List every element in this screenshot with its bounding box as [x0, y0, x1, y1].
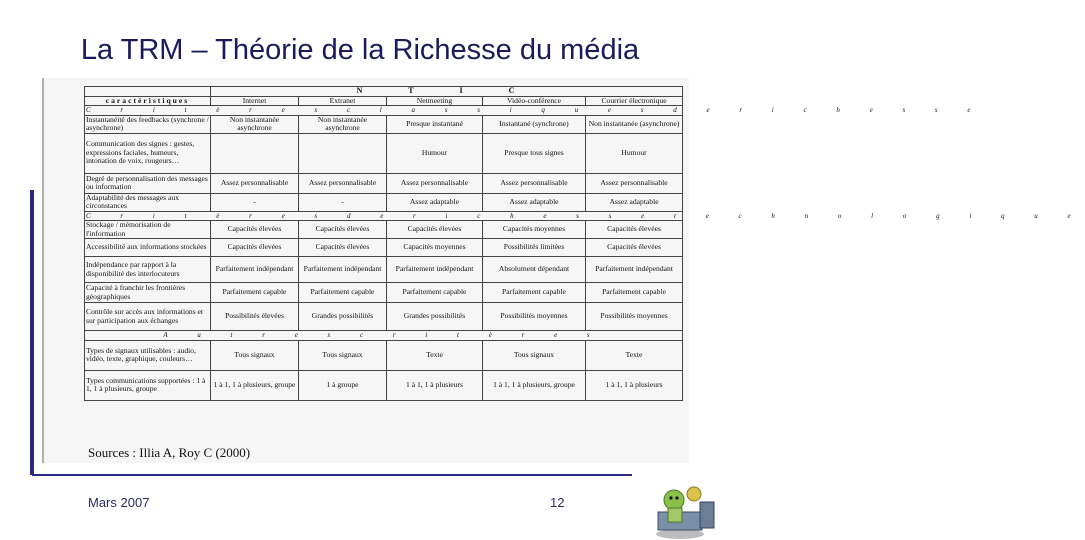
value-cell: Assez adaptable	[483, 193, 586, 211]
decorative-bottom-line	[32, 474, 632, 476]
value-cell: 1 à 1, 1 à plusieurs, groupe	[211, 370, 299, 400]
value-cell: Capacités élevées	[299, 239, 387, 257]
table-row	[85, 340, 683, 370]
criterion-cell: Types communications supportées : 1 à 1, 1 à plusieurs, groupe	[85, 370, 211, 400]
criterion-cell: Instantanéité des feedbacks (synchrone / asynchrone)	[86, 114, 209, 132]
value-cell: Parfaitement capable	[211, 283, 299, 303]
value-cell: Assez personnalisable	[387, 173, 483, 193]
value-cell: Parfaitement indépendant	[299, 257, 387, 283]
table-row	[85, 221, 683, 239]
value-cell: Tous signaux	[483, 340, 586, 370]
value-cell: Absolument dépendant	[483, 257, 586, 283]
value-cell: Possibilités moyennes	[586, 303, 683, 331]
value-cell: Capacités moyennes	[483, 221, 586, 239]
table-row	[85, 115, 683, 133]
source-citation: Sources : Illia A, Roy C (2000)	[88, 445, 251, 460]
value-cell: 1 à groupe	[299, 370, 387, 400]
header-cell: Internet	[211, 96, 299, 106]
value-cell: Parfaitement indépendant	[387, 257, 483, 283]
value-cell: Instantané (synchrone)	[483, 115, 586, 133]
decorative-left-bar	[30, 190, 34, 475]
header-cell: Extranet	[299, 96, 387, 106]
value-cell: Assez personnalisable	[211, 173, 299, 193]
criterion-cell: Communication des signes : gestes, expressions faciales, humeurs, intonation de voix, rougeurs…	[85, 133, 211, 173]
section-tech-criteria: C r i t è r e s d e r i c h e s s e t e c h n o l o g i q u e	[86, 211, 1085, 220]
value-cell: Assez adaptable	[387, 193, 483, 211]
section-tech-criteria-row	[85, 211, 683, 221]
value-cell: Assez personnalisable	[483, 173, 586, 193]
header-cell: Vidéo-conférence	[483, 96, 586, 106]
value-cell: Possibilités élevées	[211, 303, 299, 331]
table-row	[85, 283, 683, 303]
value-cell: Texte	[586, 340, 683, 370]
criterion-cell: Indépendance par rapport à la disponibilité des interlocuteurs	[85, 257, 211, 283]
footer-date: Mars 2007	[88, 495, 150, 510]
value-cell: Non instantanée asynchrone	[211, 115, 299, 133]
header-cell-caracteristiques: caractéristiques	[85, 96, 211, 106]
table-row	[85, 173, 683, 193]
value-cell: Non instantanée (asynchrone)	[586, 115, 683, 133]
value-cell: Capacités élevées	[211, 221, 299, 239]
value-cell: Humour	[586, 133, 683, 173]
clip-art-figure-icon	[650, 478, 720, 540]
section-other-criteria-row	[85, 331, 683, 341]
value-cell: Texte	[387, 340, 483, 370]
criterion-cell: Degré de personnalisation des messages ou information	[85, 173, 211, 193]
value-cell: Possibilités limitées	[483, 239, 586, 257]
section-classic-criteria: C r i t è r e s c l a s s i q u e s d e r i c h e s s e	[86, 106, 985, 114]
value-cell: Capacités moyennes	[387, 239, 483, 257]
value-cell: 1 à 1, 1 à plusieurs	[586, 370, 683, 400]
header-cell: Netmeeting	[387, 96, 483, 106]
slide-title: La TRM – Théorie de la Richesse du média	[80, 34, 640, 66]
value-cell	[299, 133, 387, 173]
value-cell: Parfaitement indépendant	[211, 257, 299, 283]
criterion-cell: Stockage / mémorisation de l'information	[85, 221, 211, 239]
criterion-cell: Contrôle sur accès aux informations et sur participation aux échanges	[85, 303, 211, 331]
criterion-cell: Types de signaux utilisables : audio, vidéo, texte, graphique, couleurs…	[85, 340, 211, 370]
ntic-header-row	[85, 87, 683, 97]
value-cell: Presque instantané	[387, 115, 483, 133]
value-cell: Capacités élevées	[299, 221, 387, 239]
value-cell: Parfaitement capable	[483, 283, 586, 303]
value-cell: Grandes possibilités	[299, 303, 387, 331]
criterion-cell: Adaptabilité des messages aux circonstances	[85, 193, 211, 211]
value-cell: Grandes possibilités	[387, 303, 483, 331]
value-cell: -	[299, 193, 387, 211]
criterion-cell: Capacité à franchir les frontières géographiques	[85, 283, 211, 303]
trm-table	[84, 86, 1085, 401]
value-cell: Parfaitement capable	[387, 283, 483, 303]
value-cell: Capacités élevées	[586, 239, 683, 257]
value-cell: Assez personnalisable	[299, 173, 387, 193]
value-cell: Assez adaptable	[586, 193, 683, 211]
value-cell: Presque tous signes	[483, 133, 586, 173]
value-cell: Possibilités moyennes	[483, 303, 586, 331]
value-cell: Humour	[387, 133, 483, 173]
value-cell: Parfaitement capable	[299, 283, 387, 303]
value-cell: Tous signaux	[211, 340, 299, 370]
value-cell: Capacités élevées	[387, 221, 483, 239]
table-row	[85, 303, 683, 331]
value-cell: Parfaitement indépendant	[586, 257, 683, 283]
ntic-label: N T I C	[211, 87, 683, 97]
header-cell: Courrier électronique	[586, 96, 683, 106]
table-row	[85, 133, 683, 173]
table-header-row	[85, 96, 683, 106]
table-row	[85, 193, 683, 211]
blank-cell	[85, 87, 211, 97]
table-row	[85, 370, 683, 400]
value-cell: Assez personnalisable	[586, 173, 683, 193]
value-cell: Tous signaux	[299, 340, 387, 370]
value-cell: Non instantanée asynchrone	[299, 115, 387, 133]
value-cell: Parfaitement capable	[586, 283, 683, 303]
page-number: 12	[550, 495, 565, 510]
criterion-cell: Accessibilité aux informations stockées	[85, 239, 211, 257]
scanned-table-image	[42, 78, 1085, 463]
value-cell: 1 à 1, 1 à plusieurs	[387, 370, 483, 400]
table-row	[85, 257, 683, 283]
section-classic-criteria-row	[85, 106, 683, 116]
section-other-criteria: A u t r e s c r i t è r e s	[85, 331, 683, 341]
value-cell: 1 à 1, 1 à plusieurs, groupe	[483, 370, 586, 400]
value-cell: -	[211, 193, 299, 211]
value-cell: Capacités élevées	[211, 239, 299, 257]
value-cell	[211, 133, 299, 173]
table-row	[85, 239, 683, 257]
value-cell: Capacités élevées	[586, 221, 683, 239]
